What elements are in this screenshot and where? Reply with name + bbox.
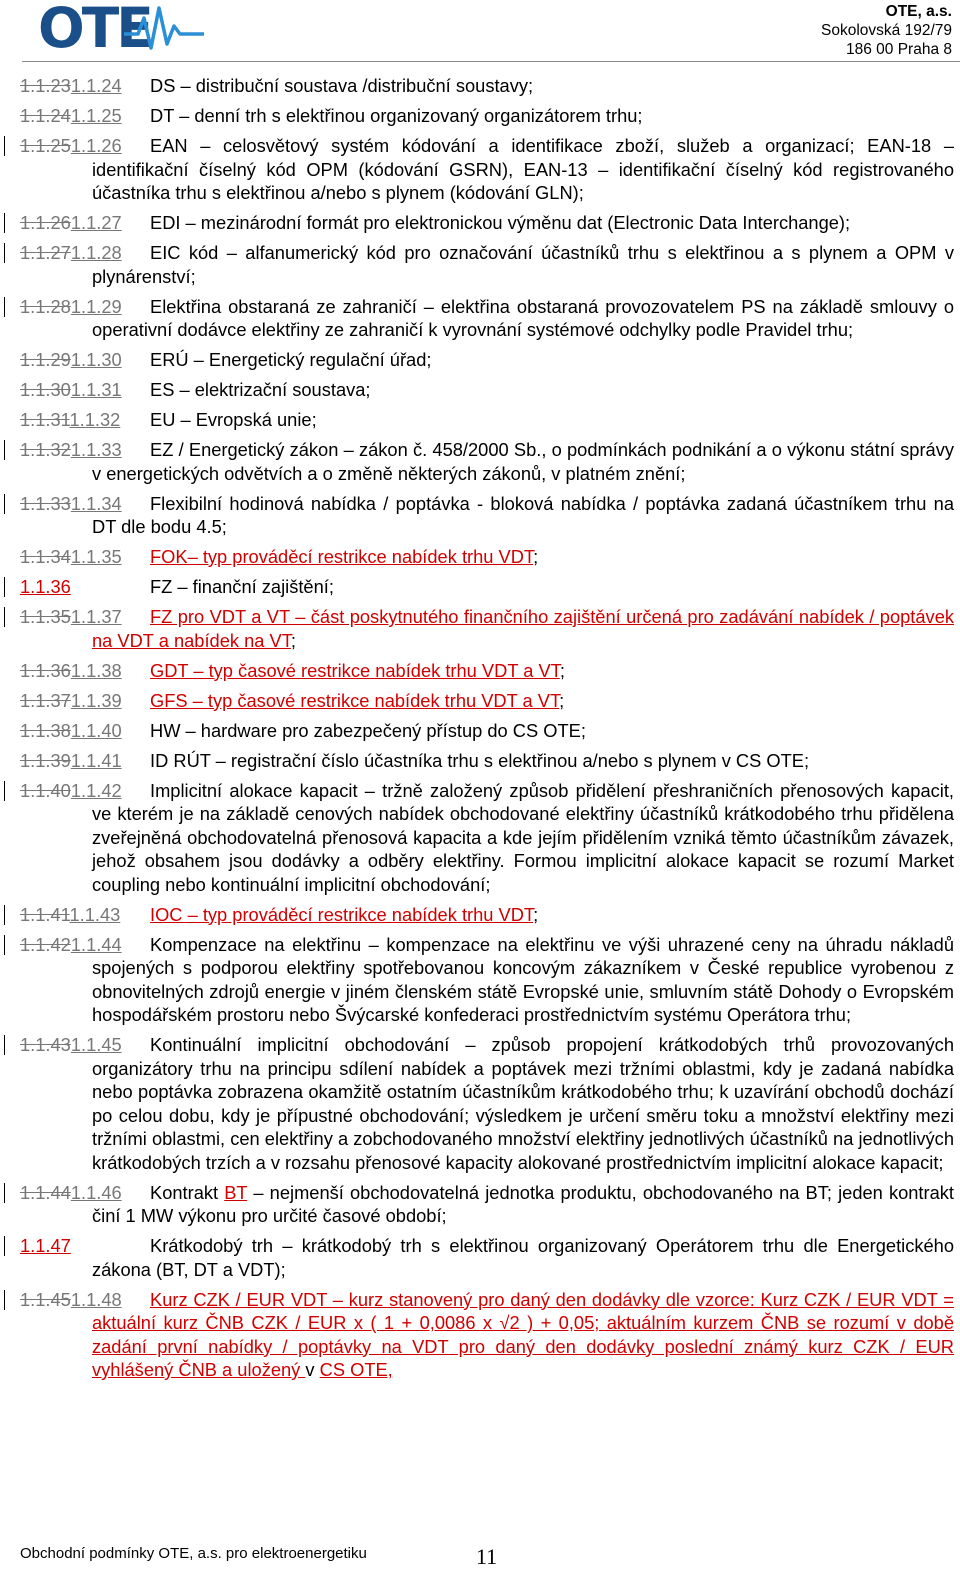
item-text: [92, 750, 809, 771]
item-text: [92, 75, 533, 96]
change-bar: [4, 1236, 5, 1256]
definition-text: ES – elektrizační soustava;: [150, 379, 371, 400]
old-number: 1.1.35: [20, 606, 71, 627]
list-item: [20, 1181, 954, 1228]
change-bar: [4, 1183, 5, 1203]
definition-text: EZ / Energetický zákon – zákon č. 458/2000 Sb., o podmínkách podnikání a o výkonu státní správy v energetických odvětvích a o změně některých zákonů, v platném znění;: [92, 439, 954, 484]
old-number: 1.1.29: [20, 349, 71, 370]
old-number: 1.1.23: [20, 75, 71, 96]
new-number: 1.1.33: [70, 439, 122, 460]
item-text: [92, 1289, 954, 1381]
new-number: 1.1.29: [70, 295, 122, 317]
change-bar: [4, 781, 5, 801]
item-text: [92, 576, 334, 597]
item-number: [20, 348, 122, 372]
item-text: [92, 135, 954, 203]
definition-text: ID RÚT – registrační číslo účastníka trhu s elektřinou a/nebo s plynem v CS OTE;: [150, 749, 810, 771]
list-item: [20, 689, 954, 713]
item-number: [20, 295, 122, 319]
company-address: [821, 2, 952, 59]
old-number: 1.1.33: [20, 492, 71, 514]
change-bar: [4, 1035, 5, 1055]
inserted-text: BT: [224, 1181, 248, 1203]
item-text: [92, 439, 954, 484]
item-number: [20, 378, 122, 402]
definition-text: Kontinuální implicitní obchodování – způsob propojení krátkodobých trhů provozovaných organizátory trhu na principu sdílení nabídek a poptávek mezi tržními oblastmi, kdy je zadaná nabídka nebo poptávka zobrazena okamžitě ostatním účastníkům krátkodobého trhu; k uzavírání obchodů dochází po celou dobu, kdy je přípustné obchodování; výsledkem je určení směru toku a množství elektřiny mezi tržními oblastmi, cen elektřiny a zobchodovaného množství elektřiny jednotlivých účastníků na jednotlivých krátkodobých trzích a v rozsahu přenosové kapacity alokované prostřednictvím implicitní alokace kapacit;: [92, 1034, 954, 1173]
item-text: [92, 780, 954, 895]
item-number: [20, 241, 122, 265]
item-number: [20, 605, 122, 629]
list-item: [20, 545, 954, 569]
item-text: [92, 690, 564, 711]
list-item: [20, 903, 954, 927]
item-number: [20, 659, 122, 683]
item-text: [92, 105, 643, 126]
change-bar: [4, 297, 5, 317]
inserted-text: GFS – typ časové restrikce nabídek trhu VDT a VT: [150, 689, 560, 711]
address-line: Sokolovská 192/79: [821, 22, 952, 39]
item-number: [20, 74, 122, 98]
inserted-text: IOC – typ prováděcí restrikce nabídek trhu VDT: [150, 903, 534, 925]
item-number: [20, 408, 120, 432]
inserted-text: FOK– typ prováděcí restrikce nabídek trhu VDT: [150, 546, 534, 567]
new-number: 1.1.39: [70, 689, 122, 711]
definition-text: EDI – mezinárodní formát pro elektronickou výměnu dat (Electronic Data Interchange);: [150, 212, 851, 233]
new-number: 1.1.40: [70, 719, 122, 741]
new-number: 1.1.28: [70, 242, 122, 263]
item-number: [20, 545, 122, 569]
item-text: [92, 242, 954, 287]
change-bar: [4, 905, 5, 925]
list-item: [20, 1234, 954, 1281]
new-number: 1.1.26: [70, 135, 122, 156]
new-number: 1.1.27: [70, 212, 122, 233]
item-number: [20, 134, 122, 158]
old-number: 1.1.31: [20, 409, 70, 430]
ote-logo: [38, 0, 208, 60]
item-number: [20, 1181, 122, 1205]
item-number: [20, 104, 122, 128]
pulse-wave-icon: [124, 4, 214, 54]
item-text: [92, 720, 586, 741]
item-prefix: Kontrakt: [150, 1181, 225, 1203]
new-number: 1.1.48: [70, 1288, 122, 1310]
change-bar: [4, 577, 5, 597]
list-item: [20, 104, 954, 128]
list-item: [20, 378, 954, 402]
list-item: [20, 1033, 954, 1174]
new-number: 1.1.36: [20, 576, 71, 597]
old-number: 1.1.26: [20, 212, 71, 233]
new-number: 1.1.44: [70, 933, 122, 955]
item-number: [20, 779, 122, 803]
old-number: 1.1.25: [20, 135, 71, 156]
page-header: [0, 0, 960, 62]
old-number: 1.1.42: [20, 933, 71, 955]
old-number: 1.1.38: [20, 719, 71, 741]
definition-text: Flexibilní hodinová nabídka / poptávka - bloková nabídka / poptávka zadaná účastníkem trhu na DT dle bodu 4.5;: [92, 492, 954, 537]
list-item: [20, 1288, 954, 1382]
list-item: [20, 348, 954, 372]
item-number: [20, 211, 122, 235]
item-number: [20, 903, 120, 927]
item-text: [92, 1235, 954, 1280]
list-item: [20, 605, 954, 652]
list-item: [20, 492, 954, 539]
definition-text: DS – distribuční soustava /distribuční soustavy;: [150, 75, 534, 96]
item-number: [20, 749, 122, 773]
item-text: [92, 934, 954, 1026]
old-number: 1.1.44: [20, 1181, 71, 1203]
definition-text: ;: [533, 903, 539, 925]
definition-text: ;: [533, 546, 539, 567]
list-item: [20, 74, 954, 98]
new-number: 1.1.47: [20, 1235, 71, 1256]
old-number: 1.1.37: [20, 689, 71, 711]
old-number: 1.1.43: [20, 1034, 71, 1055]
change-bar: [4, 1290, 5, 1310]
old-number: 1.1.32: [20, 439, 71, 460]
definition-text: Kompenzace na elektřinu – kompenzace na elektřinu ve výši uhrazené ceny na úhradu nákladů spojených s podporou elektřiny spotřebovanou koncovým zákazníkem v České republice vyrobenou z obnovitelných zdrojů energie v jiném členském státě Evropské unie, smluvním státě Dohody o Evropském hospodářském prostoru nebo Švýcarské konfederaci prostřednictvím systému Operátora trhu;: [92, 933, 954, 1025]
item-number: [20, 719, 122, 743]
definition-text: EAN – celosvětový systém kódování a identifikace zboží, služeb a organizací; EAN-18 – identifikační číselný kód OPM (kódování GSRN), EAN-13 – identifikační číselný kód registrovaného účastníka trhu s elektřinou a/nebo s plynem (kódování GLN);: [92, 135, 954, 203]
change-bar: [4, 935, 5, 955]
inserted-text: FZ pro VDT a VT – část poskytnutého finančního zajištění určená pro zadávání nabídek / poptávek na VDT a nabídek na VT: [92, 606, 954, 651]
item-number: [20, 1033, 122, 1057]
item-text: [92, 606, 954, 651]
inserted-text: GDT – typ časové restrikce nabídek trhu VDT a VT: [150, 659, 560, 681]
item-text: [92, 409, 317, 430]
item-number: [20, 1288, 122, 1312]
definition-text: Elektřina obstaraná ze zahraničí – elektřina obstaraná provozovatelem PS na základě smlouvy o operativní dodávce elektřiny ze zahraničí k vyrovnání systémové odchylky podle Pravidel trhu;: [92, 295, 954, 340]
list-item: [20, 779, 954, 897]
new-number: 1.1.37: [70, 606, 122, 627]
old-number: 1.1.28: [20, 295, 71, 317]
definition-text: ERÚ – Energetický regulační úřad;: [150, 349, 432, 370]
new-number: 1.1.25: [70, 105, 122, 126]
definition-text: EIC kód – alfanumerický kód pro označování účastníků trhu s elektřinou a s plynem a OPM v plynárenství;: [92, 242, 954, 287]
list-item: [20, 438, 954, 485]
change-bar: [4, 136, 5, 156]
old-number: 1.1.41: [20, 903, 70, 925]
new-number: 1.1.42: [70, 779, 122, 801]
header-divider: [22, 61, 960, 62]
item-text: [92, 379, 371, 400]
new-number: 1.1.43: [69, 903, 121, 925]
definition-text: ;: [559, 689, 565, 711]
new-number: 1.1.30: [70, 349, 122, 370]
company-name: OTE, a.s.: [885, 3, 952, 20]
item-text: [92, 349, 431, 370]
item-text: [92, 904, 538, 925]
change-bar: [4, 607, 5, 627]
list-item: [20, 749, 954, 773]
old-number: 1.1.27: [20, 242, 71, 263]
address-line: 186 00 Praha 8: [845, 41, 952, 58]
new-number: 1.1.34: [70, 492, 122, 514]
inserted-text: CS OTE,: [319, 1359, 393, 1380]
item-number: [20, 933, 122, 957]
old-number: 1.1.30: [20, 379, 71, 400]
list-item: [20, 241, 954, 288]
item-text: [92, 212, 850, 233]
new-number: 1.1.41: [70, 749, 122, 771]
list-item: [20, 933, 954, 1027]
change-bar: [4, 494, 5, 514]
list-item: [20, 295, 954, 342]
item-text: [92, 1034, 954, 1173]
list-item: [20, 408, 954, 432]
list-item: [20, 211, 954, 235]
item-text: [92, 1182, 954, 1227]
new-number: 1.1.31: [70, 379, 122, 400]
new-number: 1.1.46: [70, 1181, 122, 1203]
old-number: 1.1.24: [20, 105, 71, 126]
new-number: 1.1.38: [70, 659, 122, 681]
old-number: 1.1.36: [20, 659, 71, 681]
list-item: [20, 659, 954, 683]
change-bar: [4, 243, 5, 263]
definitions-list: [0, 74, 960, 1388]
new-number: 1.1.45: [70, 1034, 122, 1055]
item-number: [20, 492, 122, 516]
footer-text: Obchodní podmínky OTE, a.s. pro elektroenergetiku: [20, 1545, 367, 1562]
inserted-text: Kurz CZK / EUR VDT – kurz stanovený pro daný den dodávky dle vzorce: Kurz CZK / EUR VDT = aktuální kurz ČNB CZK / EUR x ( 1 + 0,0086 x √2 ) + 0,05; aktuálním kurzem ČNB se rozumí v době zadání první nabídky / poptávky na VDT pro daný den dodávky poslední známý kurz CZK / EUR vyhlášený ČNB a uložený: [92, 1288, 954, 1380]
old-number: 1.1.40: [20, 779, 71, 801]
logo-text: OTE: [38, 0, 151, 60]
new-number: 1.1.24: [70, 75, 122, 96]
item-text: [92, 296, 954, 341]
definition-text: EU – Evropská unie;: [150, 409, 317, 430]
definition-text: Implicitní alokace kapacit – tržně založený způsob přidělení přeshraničních přenosových kapacit, ve kterém je na základě cenových nabídek obchodované elektřiny účastníků krátkodobého trhu přidělena zveřejněná obchodovatelná přenosová kapacita a kde jejím přidělením vzniká těmto účastníkům závazek, jehož obsahem jsou dodávky a odběry elektřiny. Formou implicitní alokace kapacit se rozumí Market coupling nebo kontinuální implicitní obchodování;: [92, 779, 954, 895]
definition-text: FZ – finanční zajištění;: [150, 576, 334, 597]
definition-text: DT – denní trh s elektřinou organizovaný organizátorem trhu;: [150, 105, 643, 126]
page-number: 11: [476, 1544, 498, 1569]
new-number: 1.1.32: [69, 409, 121, 430]
change-bar: [4, 213, 5, 233]
old-number: 1.1.39: [20, 749, 71, 771]
change-bar: [4, 440, 5, 460]
list-item: [20, 134, 954, 205]
list-item: [20, 719, 954, 743]
item-number: [20, 575, 71, 599]
item-text: [92, 660, 565, 681]
definition-text: Krátkodobý trh – krátkodobý trh s elektřinou organizovaný Operátorem trhu dle Energetického zákona (BT, DT a VDT);: [92, 1235, 954, 1280]
definition-text: v: [305, 1359, 320, 1380]
item-number: [20, 1234, 71, 1258]
item-number: [20, 438, 122, 462]
list-item: [20, 575, 954, 599]
definition-text: – nejmenší obchodovatelná jednotka produktu, obchodovaného na BT; jeden kontrakt činí 1 MW výkonu pro určité časové období;: [92, 1181, 954, 1226]
item-number: [20, 689, 122, 713]
item-text: [92, 546, 538, 567]
old-number: 1.1.45: [20, 1288, 71, 1310]
definition-text: ;: [559, 659, 565, 681]
definition-text: ;: [290, 629, 296, 651]
new-number: 1.1.35: [70, 546, 122, 567]
item-text: [92, 493, 954, 538]
definition-text: HW – hardware pro zabezpečený přístup do CS OTE;: [150, 719, 586, 741]
old-number: 1.1.34: [20, 546, 71, 567]
